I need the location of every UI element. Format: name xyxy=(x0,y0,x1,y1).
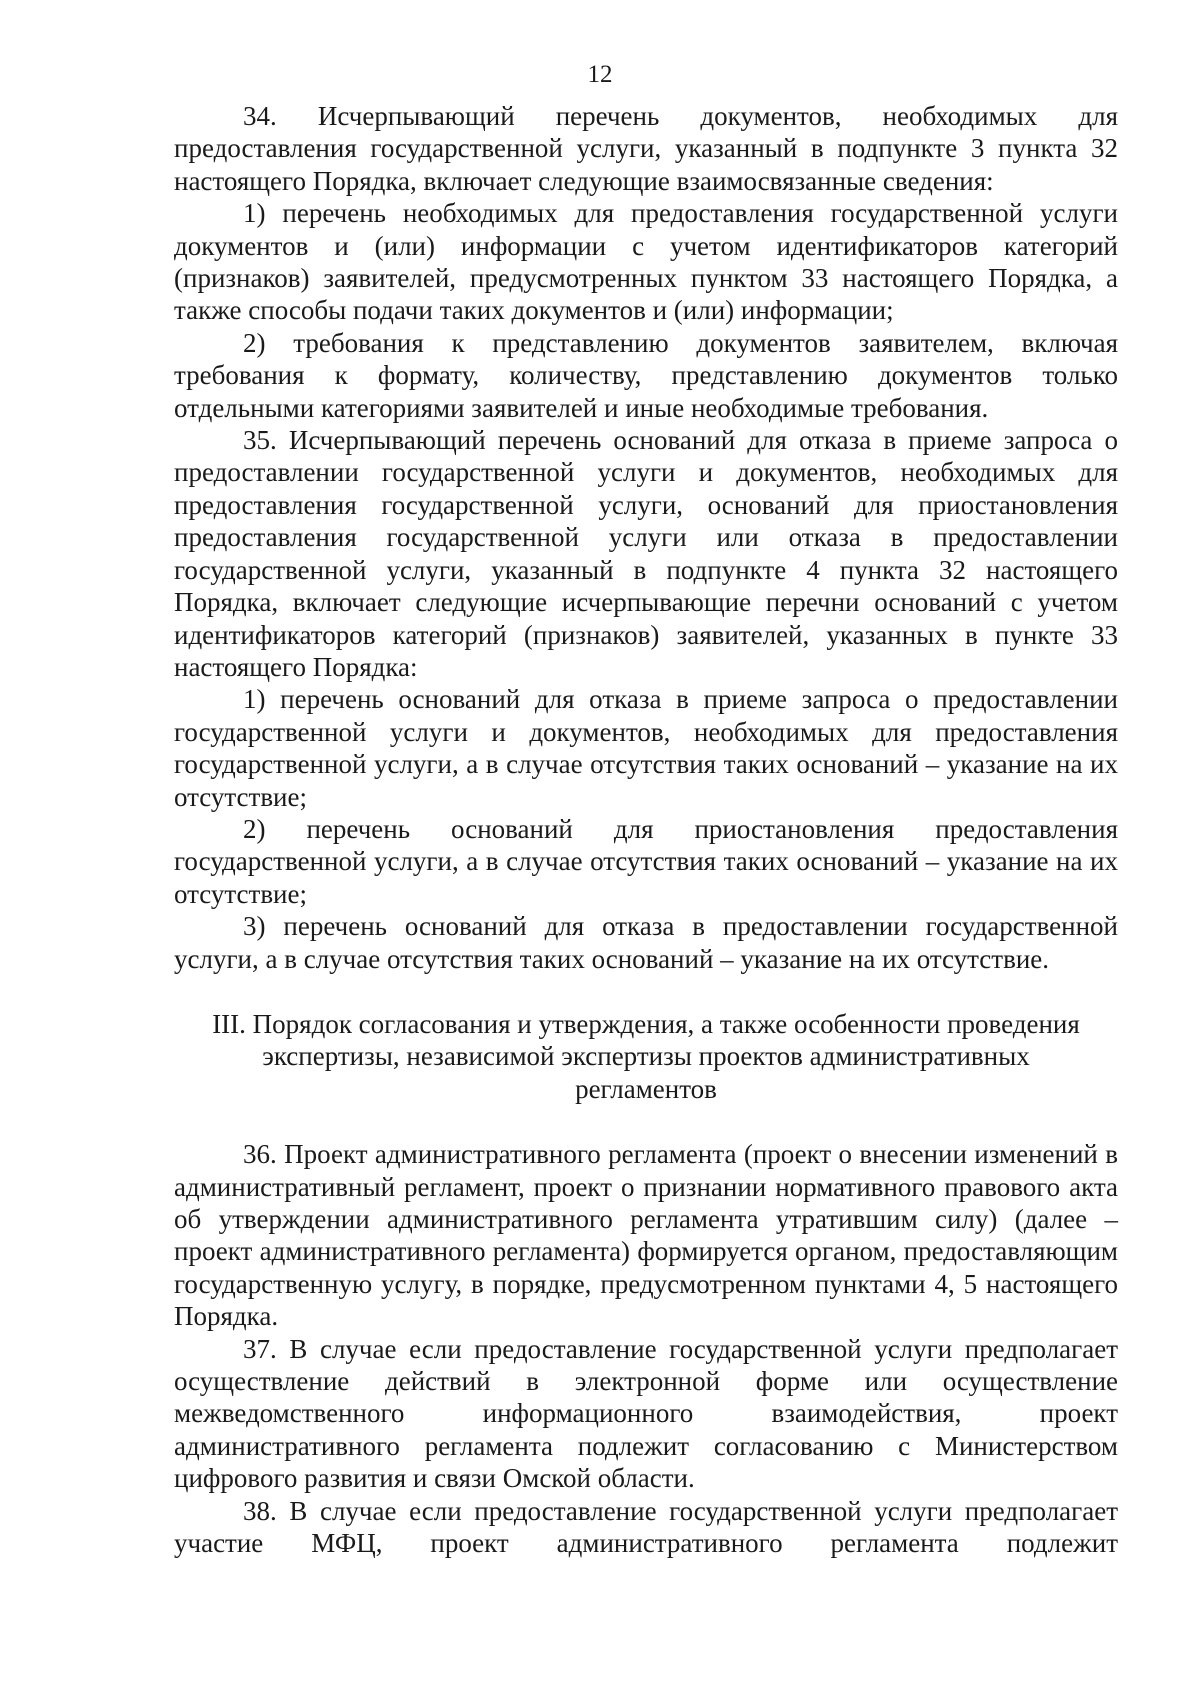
page-number: 12 xyxy=(587,61,613,88)
paragraph-34-item-2: 2) требования к представлению документов заявителем, включая требования к формату, количеству, представлению документов только отдельными категориями заявителей и иные необходимые требования. xyxy=(174,327,1118,423)
document-body xyxy=(174,100,1118,1559)
paragraph-34-item-1: 1) перечень необходимых для предоставления государственной услуги документов и (или) информации с учетом идентификаторов категорий (признаков) заявителей, предусмотренных пунктом 33 настоящего Порядка, а также способы подачи таких документов и (или) информации; xyxy=(174,198,1118,326)
paragraph-38: 38. В случае если предоставление государственной услуги предполагает участие МФЦ, проект административного регламента подлежит xyxy=(174,1495,1118,1559)
paragraph-34: 34. Исчерпывающий перечень документов, необходимых для предоставления государственной услуги, указанный в подпункте 3 пункта 32 настоящего Порядка, включает следующие взаимосвязанные сведения: xyxy=(174,101,1118,196)
paragraph-35-item-2: 2) перечень оснований для приостановления предоставления государственной услуги, а в случае отсутствия таких оснований – указание на их отсутствие; xyxy=(174,813,1118,909)
section-heading-line: III. Порядок согласования и утверждения, а также особенности проведения xyxy=(212,1008,1080,1039)
section-heading-iii xyxy=(174,1008,1118,1105)
paragraph-37: 37. В случае если предоставление государственной услуги предполагает осуществление действий в электронной форме или осуществление межведомственного информационного взаимодействия, проект административного регламента подлежит согласованию с Министерством цифрового развития и связи Омской области. xyxy=(174,1333,1118,1494)
paragraph-36: 36. Проект административного регламента (проект о внесении изменений в административный регламент, проект о признании нормативного правового акта об утверждении административного регламента утратившим силу) (далее – проект административного регламента) формируется органом, предоставляющим государственную услугу, в порядке, предусмотренном пунктами 4, 5 настоящего Порядка. xyxy=(174,1139,1118,1332)
section-heading-line: экспертизы, независимой экспертизы проектов административных xyxy=(262,1041,1030,1072)
paragraph-35-item-3: 3) перечень оснований для отказа в предоставлении государственной услуги, а в случае отсутствия таких оснований – указание на их отсутствие. xyxy=(174,911,1118,974)
paragraph-35: 35. Исчерпывающий перечень оснований для отказа в приеме запроса о предоставлении государственной услуги и документов, необходимых для предоставления государственной услуги, оснований для приостановления предоставления государственной услуги или отказа в предоставлении государственной услуги, указанный в подпункте 4 пункта 32 настоящего Порядка, включает следующие исчерпывающие перечни оснований с учетом идентификаторов категорий (признаков) заявителей, указанных в пункте 33 настоящего Порядка: xyxy=(174,425,1118,682)
paragraph-35-item-1: 1) перечень оснований для отказа в приеме запроса о предоставлении государственной услуги и документов, необходимых для предоставления государственной услуги, а в случае отсутствия таких оснований – указание на их отсутствие; xyxy=(174,684,1118,812)
section-heading-line: регламентов xyxy=(575,1073,717,1104)
